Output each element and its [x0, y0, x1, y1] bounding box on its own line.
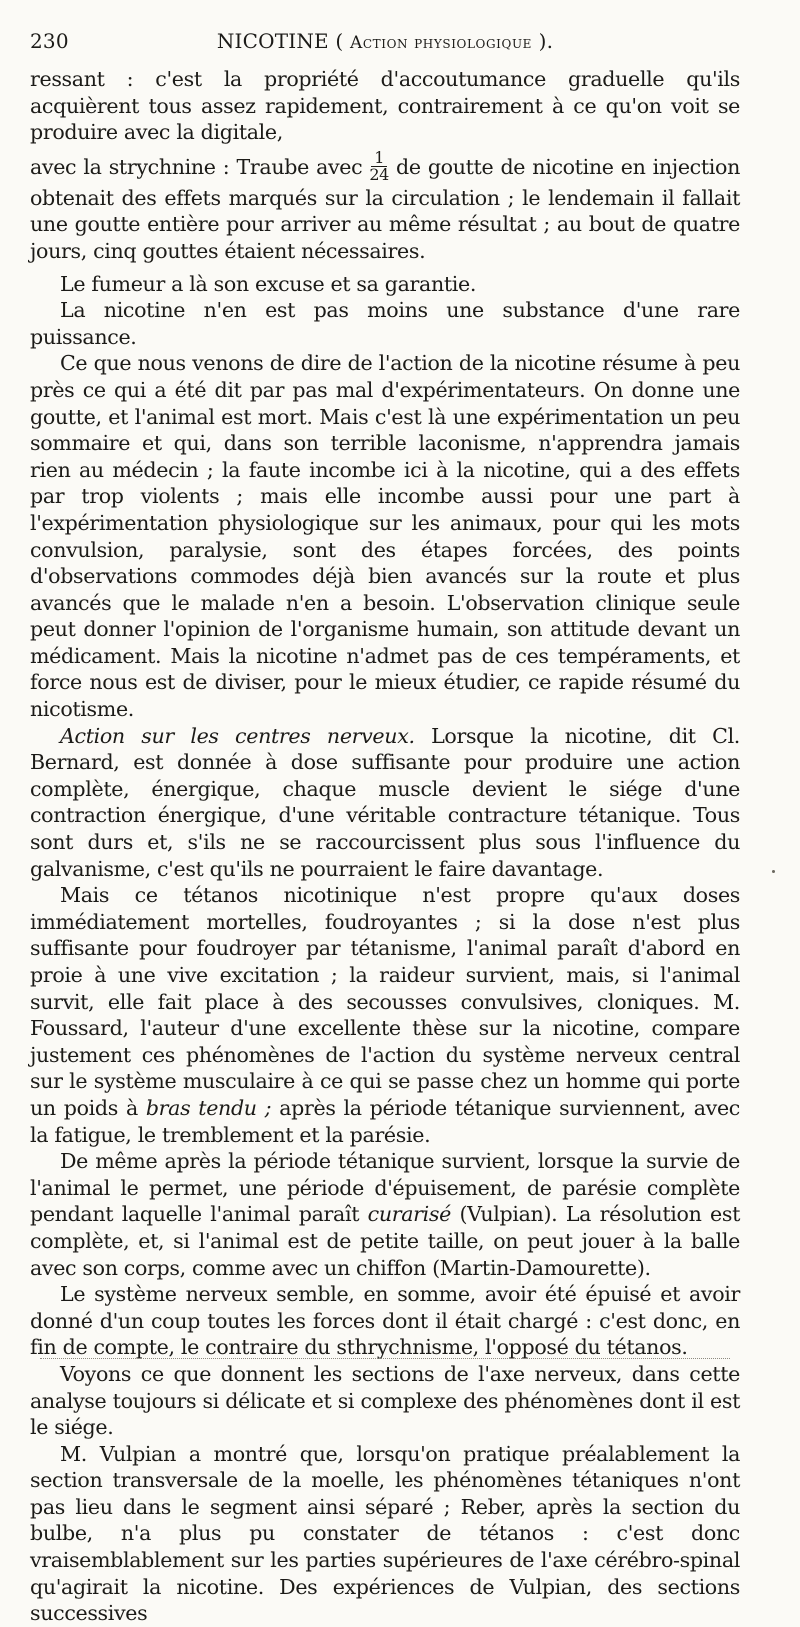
footer-dotted-rule: [40, 1358, 730, 1359]
section-heading-centres-nerveux: Action sur les centres nerveux.: [60, 723, 415, 748]
curarise-italic: curarisé: [367, 1202, 451, 1227]
running-title-open-paren: (: [328, 29, 350, 53]
traube-text-before: avec la strychnine : Traube avec: [30, 154, 363, 179]
fraction-numerator: 1: [371, 150, 387, 167]
paragraph-systeme-nerveux: Le système nerveux semble, en somme, avoir été épuisé et avoir donné d'un coup toutes les forces dont il était chargé : c'est donc, en fin de compte, le contraire du sthrychnisme, l'opposé du tétanos.: [30, 1282, 740, 1360]
fraction-one-twenty-fourth: [366, 147, 392, 184]
paragraph-experimentation: Ce que nous venons de dire de l'action de la nicotine résume à peu près ce qui a été dit par pas mal d'expérimentateurs. On donne une goutte, et l'animal est mort. Mais c'est là une expérimentation un peu sommaire et qui, dans son terrible laconisme, n'apprendra jamais rien au médecin ; la faute incombe ici à la nicotine, qui a des effets par trop violents ; mais elle incombe aussi pour une part à l'expérimentation physiologique sur les animaux, pour qui les mots convulsion, paralysie, sont des étapes forcées, des points d'observations commodes déjà bien avancés sur la route et plus avancés que le malade n'en a besoin. L'observation clinique seule peut donner l'opinion de l'organisme humain, son attitude devant un médicament. Mais la nicotine n'admet pas de ces tempéraments, et force nous est de diviser, pour le mieux étudier, ce rapide résumé du nicotisme.: [30, 351, 740, 722]
running-title: [30, 28, 740, 57]
running-title-subtitle: Action physiologique: [349, 33, 533, 53]
paragraph-sections-axe: Voyons ce que donnent les sections de l'axe nerveux, dans cette analyse toujours si délicate et si complexe des phénomènes dont il est le siége.: [30, 1361, 740, 1440]
paragraph-vulpian: M. Vulpian a montré que, lorsqu'on pratique préalablement la section transversale de la moelle, les phénomènes tétaniques n'ont pas lieu dans le segment ainsi séparé ; Reber, après la section du bulbe, n'a plus pu constater de tétanos : c'est donc vraisemblablement sur les parties supérieures de l'axe cérébro-spinal qu'agirait la nicotine. Des expériences de Vulpian, des sections successives: [30, 1441, 740, 1626]
paragraph-puissance: La nicotine n'en est pas moins une substance d'une rare puissance.: [30, 298, 740, 349]
tetanos-text-b: après la période tétanique surviennent, avec la fatigue, le tremblement et la parésie.: [30, 1095, 740, 1147]
paragraph-fumeur: Le fumeur a là son excuse et sa garantie.: [60, 271, 477, 296]
margin-speck: [772, 870, 775, 873]
document-page: [30, 28, 740, 1627]
fraction-denominator: 24: [369, 164, 389, 184]
paragraph-continued: ressant : c'est la propriété d'accoutumance graduelle qu'ils acquièrent tous assez rapidement, contrairement à ce qu'on voit se produire avec la digitale,: [30, 67, 740, 145]
epuisement-text-b: (Vulpian). La résolution est complète, et, si l'animal est de petite taille, on peut jouer à la balle avec son corps, comme avec un chiffon (Martin-Damourette).: [30, 1202, 740, 1280]
centres-nerveux-body: Lorsque la nicotine, dit Cl. Bernard, est donnée à dose suffisante pour produire une action complète, énergique, chaque muscle devient le siége d'une contraction énergique, d'une véritable contracture tétanique. Tous sont durs et, s'ils ne se raccourcissent plus sous l'influence du galvanisme, c'est qu'ils ne pourraient le faire davantage.: [30, 723, 741, 881]
paragraph-epuisement: [30, 1148, 740, 1281]
traube-text-after: de goutte de nicotine en injection obtenait des effets marqués sur la circulation ; le lendemain il fallait une goutte entière pour arriver au même résultat ; au bout de quatre jours, cinq gouttes étaient nécessaires.: [30, 154, 740, 263]
epuisement-text-a: De même après la période tétanique survient, lorsque la survie de l'animal le permet, une période d'épuisement, de parésie complète pendant laquelle l'animal paraît: [30, 1149, 740, 1227]
tetanos-text-a: Mais ce tétanos nicotinique n'est propre qu'aux doses immédiatement mortelles, foudroyantes ; si la dose n'est plus suffisante pour foudroyer par tétanisme, l'animal paraît d'abord en proie à une vive excitation ; la raideur survient, mais, si l'animal survit, elle fait place à des secousses convulsives, cloniques. M. Foussard, l'auteur d'une excellente thèse sur la nicotine, compare justement ces phénomènes de l'action du système nerveux central sur le système musculaire à ce qui se passe chez un homme qui porte un poids à: [30, 883, 740, 1120]
running-title-main: NICOTINE: [216, 29, 329, 53]
page-number: 230: [30, 29, 69, 53]
paragraph-traube: [30, 147, 740, 265]
paragraph-centres-nerveux: [30, 723, 740, 883]
running-header: [30, 28, 740, 66]
bras-tendu-italic: bras tendu ;: [145, 1095, 272, 1120]
paragraph-tetanos: [30, 882, 740, 1148]
running-title-close-paren: ).: [532, 29, 554, 53]
